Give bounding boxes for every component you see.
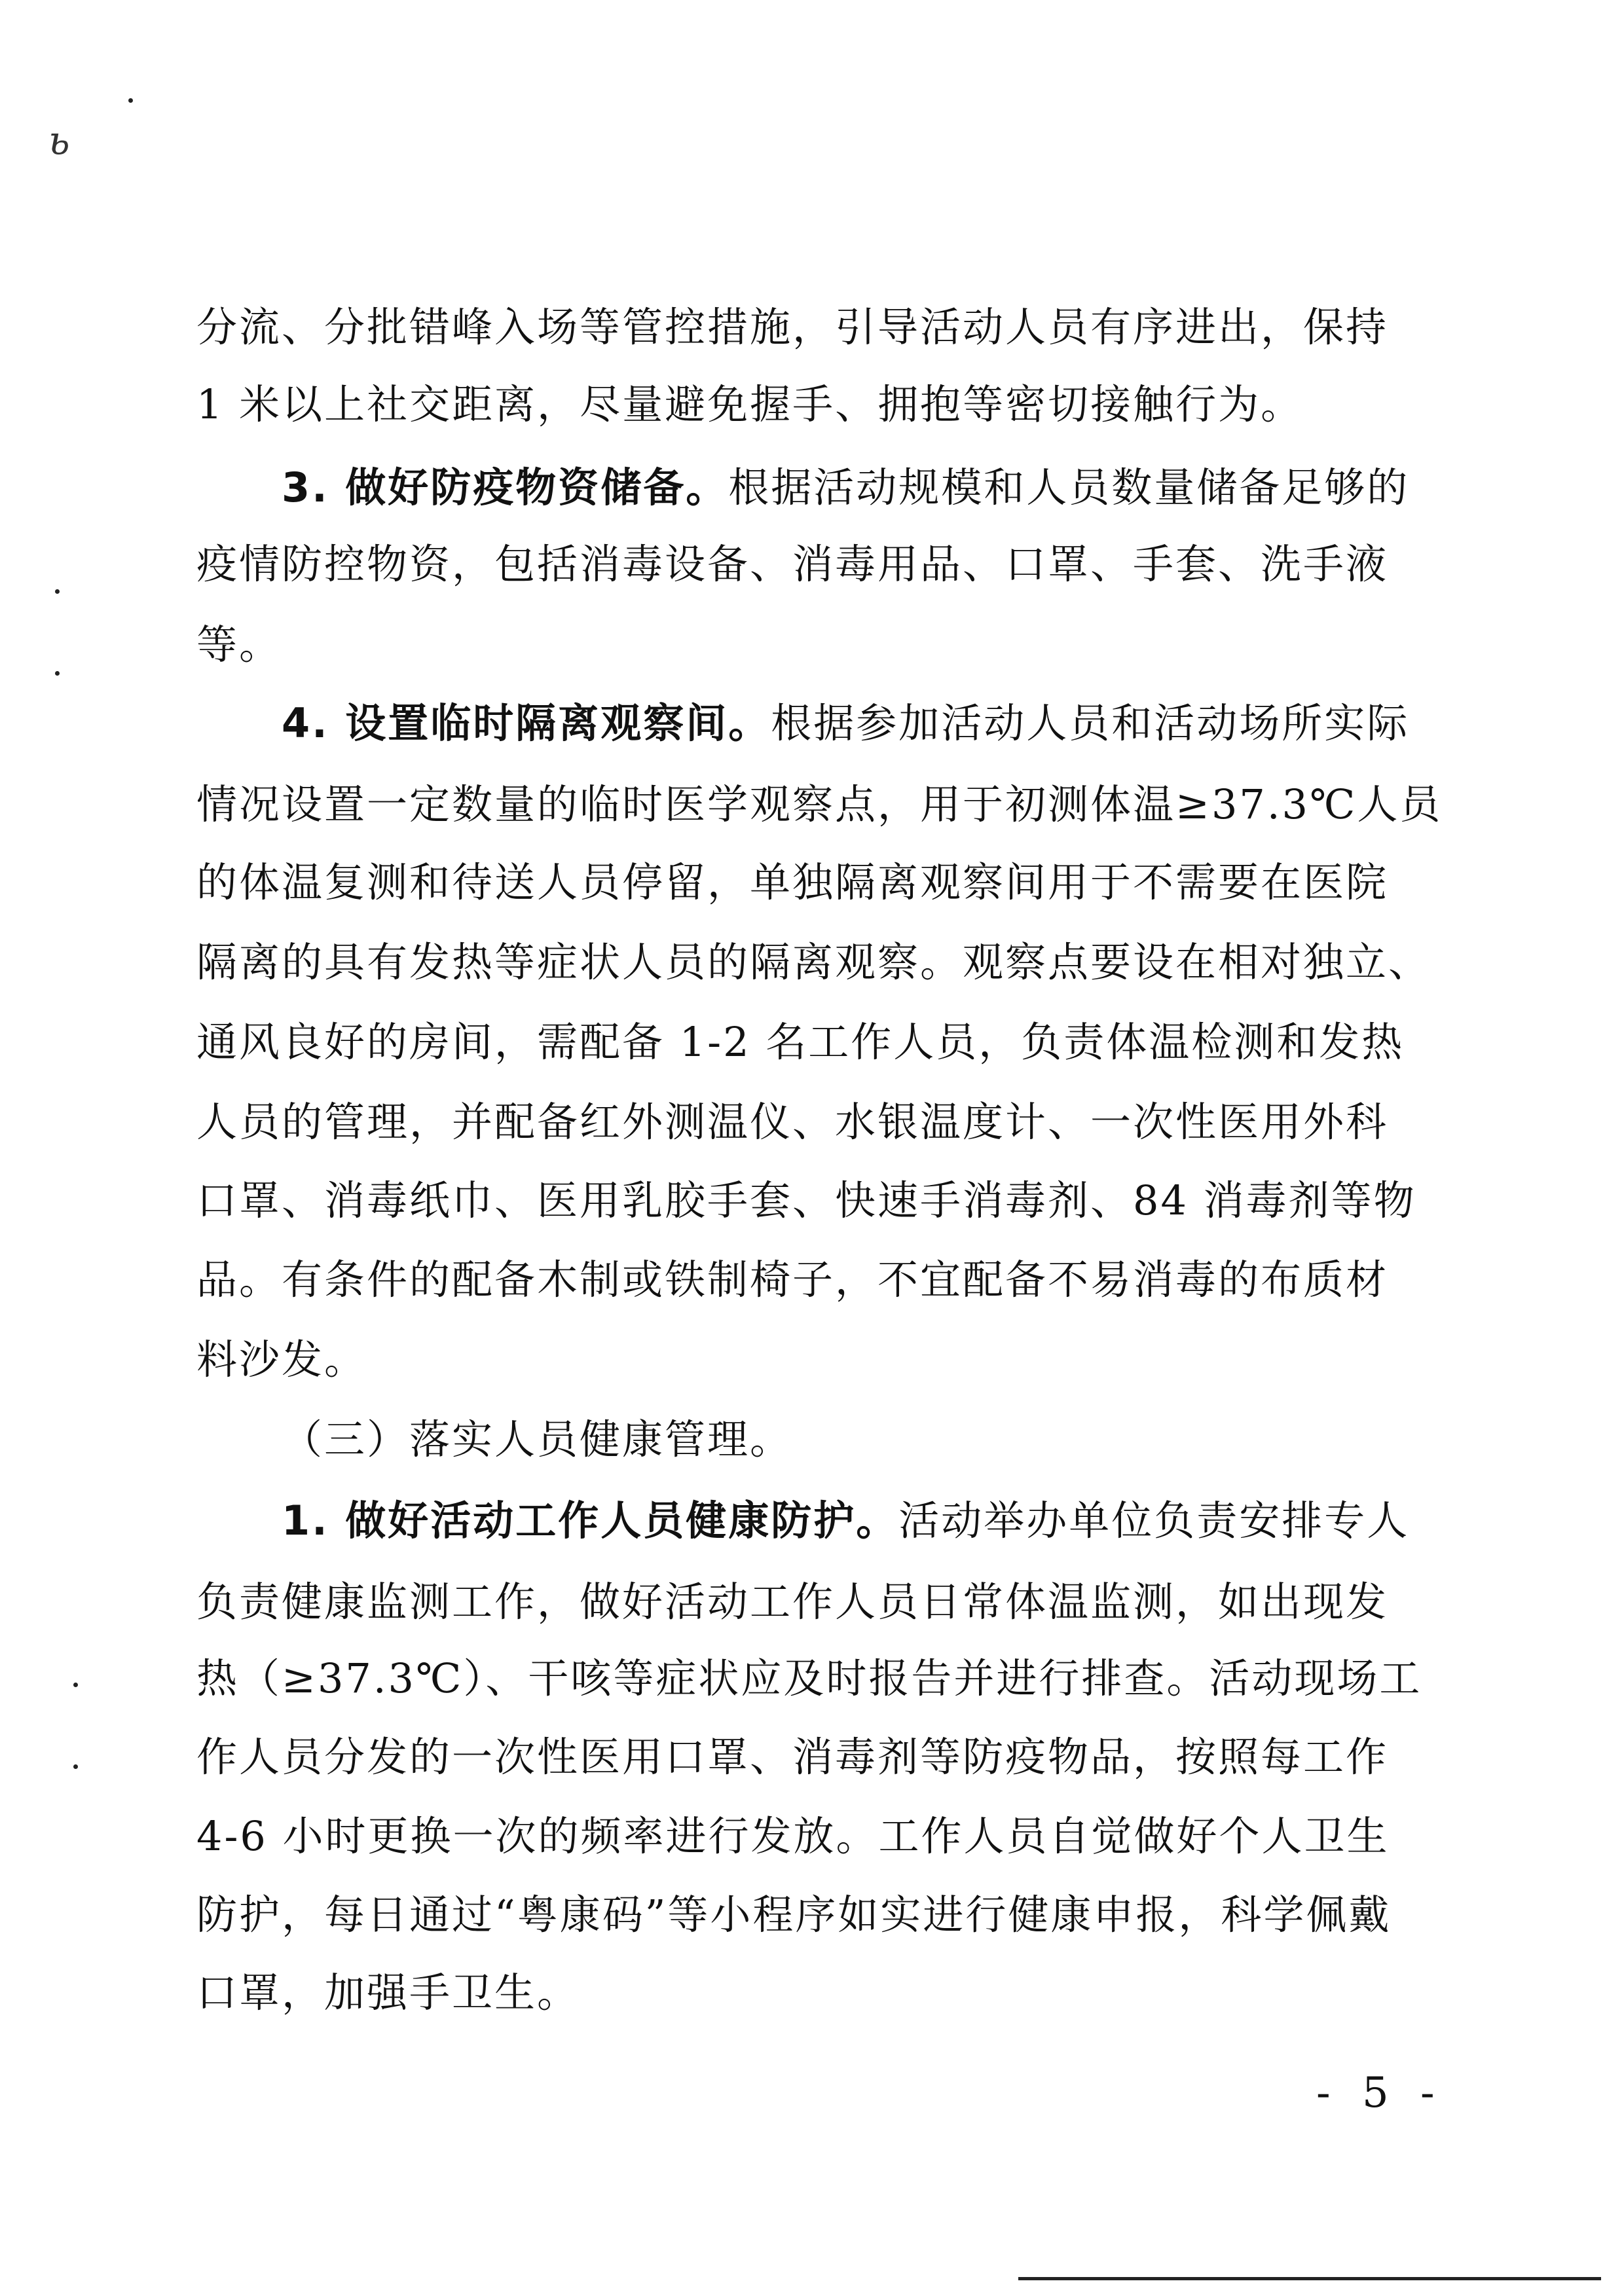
text-line [196, 936, 1431, 989]
line-text: 作人员分发的一次性医用口罩、消毒剂等防疫物品，按照每工作 [196, 1733, 1389, 1781]
line-text: 情况设置一定数量的临时医学观察点，用于初测体温≥37.3℃人员 [196, 780, 1443, 828]
bold-heading: 3. 做好防疫物资储备。 [282, 464, 729, 511]
line-text: 口罩，加强手卫生。 [196, 1969, 580, 2016]
text-line [196, 778, 1443, 831]
line-text: 活动举办单位负责安排专人 [898, 1497, 1410, 1544]
text-line [196, 1889, 1391, 1941]
text-line [196, 538, 1388, 591]
line-text: 疫情防控物资，包括消毒设备、消毒用品、口罩、手套、洗手液 [196, 540, 1389, 588]
line-text: 品。有条件的配备木制或铁制椅子，不宜配备不易消毒的布质材 [196, 1256, 1389, 1303]
line-text: 根据活动规模和人员数量储备足够的 [728, 464, 1410, 511]
text-line [282, 1495, 1409, 1547]
text-line [196, 1967, 580, 2019]
scan-dot [128, 98, 133, 103]
line-text: 热（≥37.3℃）、干咳等症状应及时报告并进行排查。活动现场工 [196, 1654, 1422, 1702]
scan-dot [73, 1683, 78, 1687]
scan-dot [55, 671, 60, 676]
text-line [196, 1254, 1388, 1306]
line-text: （三）落实人员健康管理。 [282, 1415, 793, 1463]
text-line [196, 1334, 367, 1386]
line-text: 料沙发。 [196, 1336, 367, 1383]
line-text: 等。 [196, 621, 282, 668]
text-line [196, 1731, 1388, 1783]
line-text: 1 米以上社交距离，尽量避免握手、拥抱等密切接触行为。 [196, 380, 1304, 428]
footer-rule [1018, 2277, 1601, 2280]
text-line [282, 1413, 792, 1466]
line-text: 的体温复测和待送人员停留，单独隔离观察间用于不需要在医院 [196, 858, 1389, 906]
line-text: 分流、分批错峰入场等管控措施，引导活动人员有序进出，保持 [196, 303, 1389, 351]
text-line [282, 697, 1409, 750]
line-text: 4-6 小时更换一次的频率进行发放。工作人员自觉做好个人卫生 [196, 1812, 1390, 1860]
text-line [196, 856, 1388, 909]
line-text: 负责健康监测工作，做好活动工作人员日常体温监测，如出现发 [196, 1578, 1389, 1626]
bold-heading: 1. 做好活动工作人员健康防护。 [282, 1497, 899, 1544]
text-line [196, 1175, 1416, 1227]
line-text: 口罩、消毒纸巾、医用乳胶手套、快速手消毒剂、84 消毒剂等物 [196, 1176, 1416, 1224]
scan-dot [55, 589, 60, 594]
text-line [196, 1576, 1388, 1628]
page-number: - 5 - [1316, 2069, 1444, 2117]
text-line [196, 301, 1388, 354]
line-text: 通风良好的房间，需配备 1-2 名工作人员，负责体温检测和发热 [196, 1018, 1405, 1066]
line-text: 根据参加活动人员和活动场所实际 [771, 699, 1410, 747]
line-text: 隔离的具有发热等症状人员的隔离观察。观察点要设在相对独立、 [196, 938, 1431, 986]
line-text: 防护，每日通过“粤康码”等小程序如实进行健康申报，科学佩戴 [196, 1891, 1392, 1939]
text-line [196, 1810, 1390, 1863]
text-line [196, 1096, 1388, 1148]
text-line [282, 462, 1409, 514]
text-line [196, 378, 1303, 431]
scan-artifact-mark: ь [48, 118, 70, 164]
text-line [196, 1016, 1404, 1068]
text-line [196, 619, 282, 671]
scan-dot [73, 1764, 78, 1769]
text-line [196, 1652, 1422, 1705]
bold-heading: 4. 设置临时隔离观察间。 [282, 699, 771, 747]
line-text: 人员的管理，并配备红外测温仪、水银温度计、一次性医用外科 [196, 1098, 1389, 1146]
